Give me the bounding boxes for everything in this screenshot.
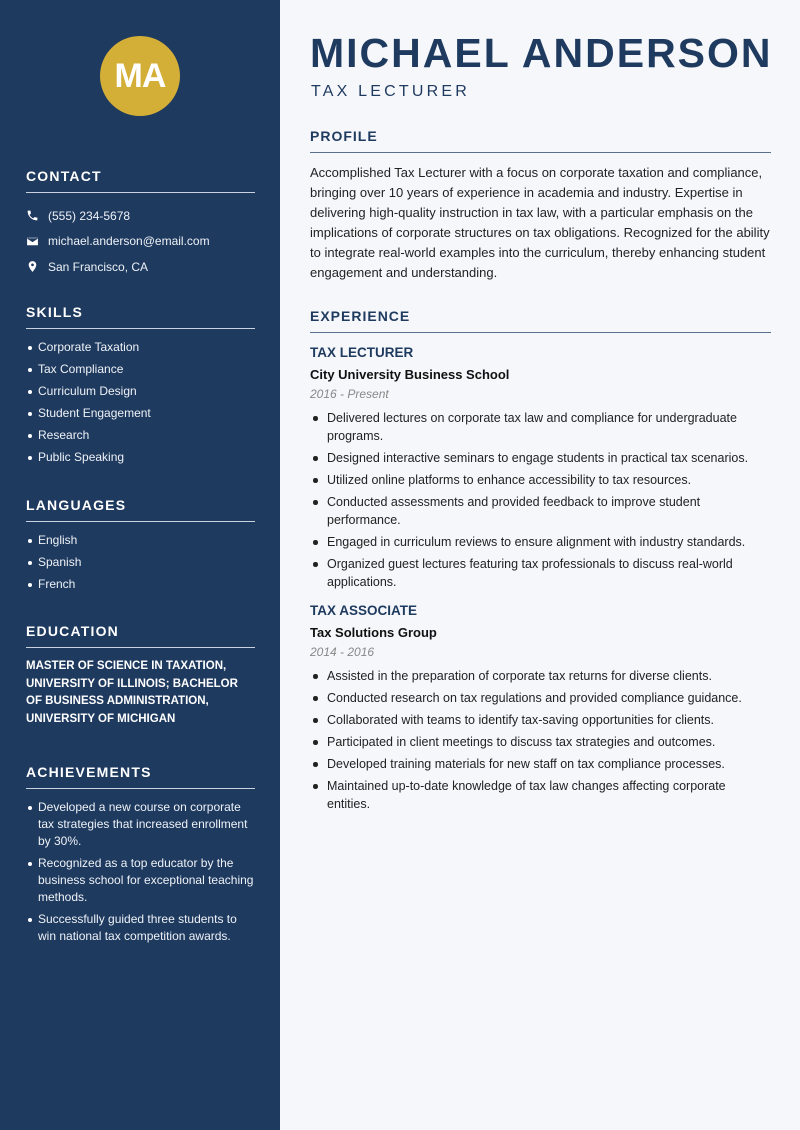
language-item: English xyxy=(26,532,255,549)
education-text: MASTER OF SCIENCE IN TAXATION, UNIVERSITY OF ILLINOIS; BACHELOR OF BUSINESS ADMINISTRATION, UNIVERSITY OF MICHIGAN xyxy=(26,660,238,725)
job-entry-dates: 2016 - Present xyxy=(310,387,389,401)
job-bullet: Engaged in curriculum reviews to ensure alignment with industry standards. xyxy=(310,533,771,551)
job-entry-title: TAX LECTURER xyxy=(310,345,414,360)
job-bullet: Developed training materials for new staff on tax compliance processes. xyxy=(310,755,771,773)
education-heading: EDUCATION xyxy=(26,623,255,648)
job-bullet: Participated in client meetings to discuss tax strategies and outcomes. xyxy=(310,733,771,751)
job-bullet: Maintained up-to-date knowledge of tax law changes affecting corporate entities. xyxy=(310,777,771,813)
profile-heading: PROFILE xyxy=(310,128,771,153)
education-section xyxy=(26,623,255,728)
sidebar xyxy=(0,0,280,1130)
skill-item: Public Speaking xyxy=(26,449,255,466)
job-bullet: Assisted in the preparation of corporate tax returns for diverse clients. xyxy=(310,667,771,685)
email-icon xyxy=(26,235,39,248)
contact-phone xyxy=(26,203,255,229)
contact-email xyxy=(26,229,255,255)
contact-heading: CONTACT xyxy=(26,168,255,193)
job-bullet: Organized guest lectures featuring tax professionals to discuss real-world applications. xyxy=(310,555,771,591)
languages-section xyxy=(26,497,255,598)
skill-item: Student Engagement xyxy=(26,405,255,422)
achievement-item: Developed a new course on corporate tax strategies that increased enrollment by 30%. xyxy=(26,799,255,850)
job-bullet: Designed interactive seminars to engage students in practical tax scenarios. xyxy=(310,449,771,467)
skill-item: Corporate Taxation xyxy=(26,339,255,356)
job-entry-title: TAX ASSOCIATE xyxy=(310,603,418,618)
location-text: San Francisco, CA xyxy=(48,259,149,274)
contact-location xyxy=(26,254,255,280)
phone-icon xyxy=(26,209,39,222)
language-item: French xyxy=(26,576,255,593)
job-entry-dates: 2014 - 2016 xyxy=(310,645,375,659)
achievement-item: Successfully guided three students to win national tax competition awards. xyxy=(26,911,255,945)
skills-section xyxy=(26,304,255,471)
skills-heading: SKILLS xyxy=(26,304,255,329)
email-link[interactable]: michael.anderson@email.com xyxy=(48,234,210,249)
achievement-item: Recognized as a top educator by the business school for exceptional teaching methods. xyxy=(26,855,255,906)
skill-item: Curriculum Design xyxy=(26,383,255,400)
job-title: TAX LECTURER xyxy=(311,83,471,100)
contact-section xyxy=(26,168,255,280)
achievements-section xyxy=(26,764,255,950)
skill-item: Research xyxy=(26,427,255,444)
candidate-name: MICHAEL ANDERSON xyxy=(310,30,773,76)
profile-section xyxy=(310,128,771,283)
job-entry-company: Tax Solutions Group xyxy=(310,625,437,640)
job-entry xyxy=(310,345,771,591)
language-item: Spanish xyxy=(26,554,255,571)
languages-heading: LANGUAGES xyxy=(26,497,255,522)
achievements-heading: ACHIEVEMENTS xyxy=(26,764,255,789)
job-entry xyxy=(310,603,771,813)
profile-text: Accomplished Tax Lecturer with a focus on corporate taxation and compliance, bringing over 10 years of experience in academia and industry. Expertise in delivering high-quality instruction in tax law, with a particular emphasis on the implications of corporate structures on tax obligations. Recognized for the ability to integrate real-world examples into the curriculum, thereby enhancing student engagement and understanding. xyxy=(310,165,770,280)
job-entry-company: City University Business School xyxy=(310,367,510,382)
avatar: MA xyxy=(100,36,180,116)
skill-item: Tax Compliance xyxy=(26,361,255,378)
experience-heading: EXPERIENCE xyxy=(310,308,771,333)
job-bullet: Delivered lectures on corporate tax law and compliance for undergraduate programs. xyxy=(310,409,771,445)
phone-text: (555) 234-5678 xyxy=(48,208,131,223)
location-pin-icon xyxy=(26,260,39,273)
job-bullet: Collaborated with teams to identify tax-saving opportunities for clients. xyxy=(310,711,771,729)
job-bullet: Conducted assessments and provided feedback to improve student performance. xyxy=(310,493,771,529)
job-bullet: Utilized online platforms to enhance accessibility to tax resources. xyxy=(310,471,771,489)
job-bullet: Conducted research on tax regulations and provided compliance guidance. xyxy=(310,689,771,707)
experience-section xyxy=(310,308,771,825)
